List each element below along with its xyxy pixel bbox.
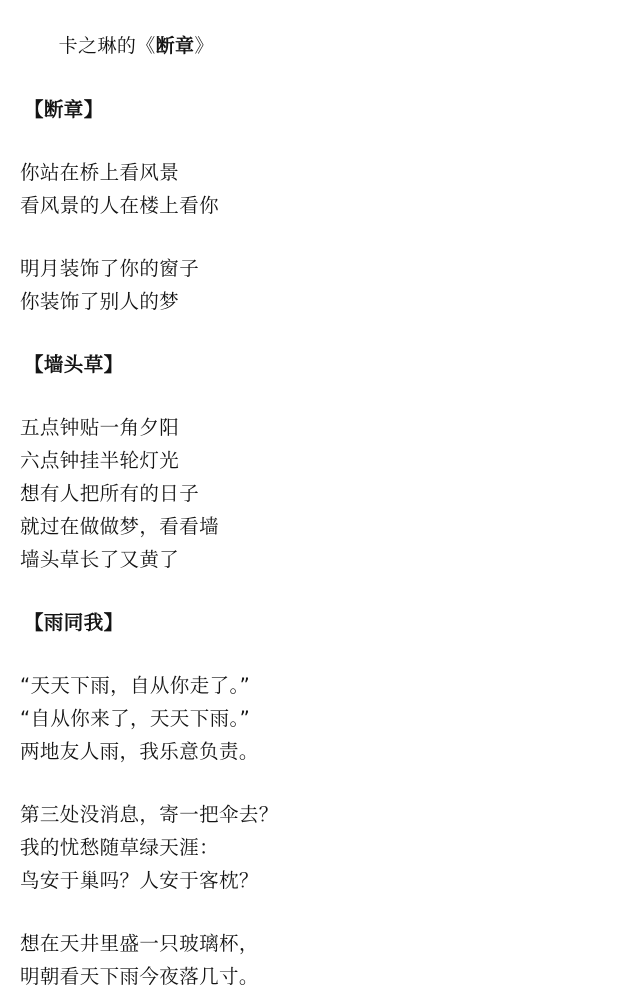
blank-line: [20, 318, 620, 348]
blank-line: [20, 126, 620, 156]
stanza: [20, 411, 620, 576]
title-prefix: 卡之琳的《: [58, 35, 156, 57]
poem-line: 墙头草长了又黄了: [20, 548, 180, 571]
blank-line: [20, 381, 620, 411]
blank-line: [20, 576, 620, 606]
blank-line: [20, 897, 620, 927]
section-heading: 【墙头草】: [24, 353, 124, 376]
stanza: [20, 669, 620, 768]
section-heading: 【雨同我】: [24, 611, 124, 634]
section-heading: 【断章】: [24, 98, 104, 121]
poem-line: 第三处没消息，寄一把伞去？: [20, 803, 279, 826]
poem-line: 看风景的人在楼上看你: [20, 194, 220, 217]
poem-line: 就过在做做梦，看看墙: [20, 515, 220, 538]
poem-line: 两地友人雨，我乐意负责。: [20, 740, 259, 763]
poem-line: 明月装饰了你的窗子: [20, 257, 200, 280]
poem-line: “天天下雨，自从你走了。”: [20, 674, 251, 697]
stanza: [20, 156, 620, 222]
title-bold-part: 断章: [155, 35, 195, 57]
blank-line: [20, 639, 620, 669]
stanza: [20, 927, 620, 993]
title-suffix: 》: [194, 35, 214, 57]
document-title: [20, 0, 620, 93]
poem-blocks: [20, 93, 620, 993]
poem-line: 鸟安于巢吗？人安于客枕？: [20, 869, 259, 892]
poem-line: 六点钟挂半轮灯光: [20, 449, 180, 472]
blank-line: [20, 768, 620, 798]
stanza: [20, 252, 620, 318]
poem-line: 五点钟贴一角夕阳: [20, 416, 180, 439]
poem-line: 我的忧愁随草绿天涯：: [20, 836, 220, 859]
blank-line: [20, 222, 620, 252]
poem-line: 想在天井里盛一只玻璃杯，: [20, 932, 259, 955]
poem-line: “自从你来了，天天下雨。”: [20, 707, 251, 730]
poem-line: 想有人把所有的日子: [20, 482, 200, 505]
poem-line: 你站在桥上看风景: [20, 161, 180, 184]
poem-line: 你装饰了别人的梦: [20, 290, 180, 313]
poem-document: [20, 0, 620, 993]
poem-line: 明朝看天下雨今夜落几寸。: [20, 965, 259, 988]
stanza: [20, 798, 620, 897]
